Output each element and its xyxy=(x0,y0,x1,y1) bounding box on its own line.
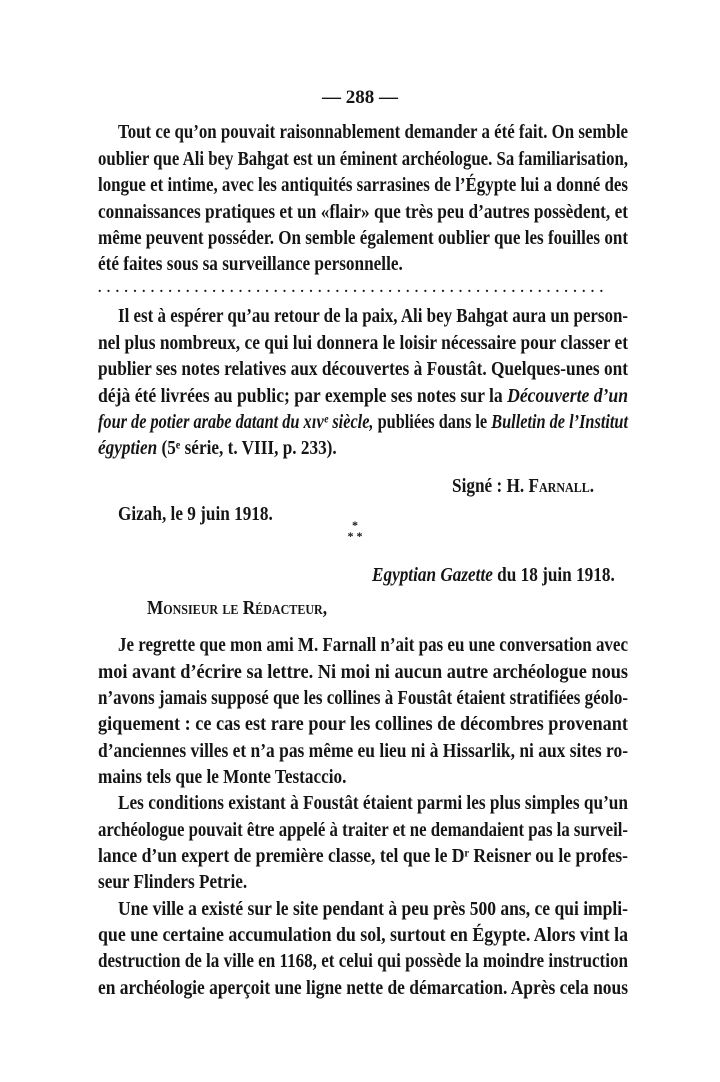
page-number: — 288 — xyxy=(322,87,398,108)
text-line xyxy=(98,950,628,972)
text-line xyxy=(98,687,628,709)
text-segment: Une ville a existé sur le site pendant à peu près 500 ans, ce qui impli- xyxy=(118,898,628,920)
text-line xyxy=(98,437,337,459)
text-line xyxy=(98,871,247,893)
text-segment: que une certaine accumulation du sol, surtout en Égypte. Alors vint la xyxy=(98,924,628,946)
text-line xyxy=(118,634,628,656)
italic-text: four de potier arabe datant du xɪvᵉ siècle, xyxy=(98,411,374,433)
text-line xyxy=(118,792,628,814)
text-segment: d’anciennes villes et n’a pas même eu lieu ni à Hissarlik, ni aux sites ro- xyxy=(98,740,628,762)
text-line xyxy=(118,121,628,143)
text-segment: lance d’un expert de première classe, tel que le Dʳ Reisner ou le profes- xyxy=(98,845,628,867)
text-line xyxy=(98,977,628,999)
text-segment: mains tels que le Monte Testaccio. xyxy=(98,766,347,788)
text-segment: n’avons jamais supposé que les collines à Foustât étaient stratifiées géolo- xyxy=(98,687,628,709)
text-segment: publiées dans le xyxy=(373,411,492,433)
text-segment: moi avant d’écrire sa lettre. Ni moi ni aucun autre archéologue nous xyxy=(98,661,628,683)
text-line xyxy=(118,503,273,525)
italic-text: égyptien xyxy=(98,437,158,459)
text-line xyxy=(452,475,594,497)
italic-text: Egyptian Gazette xyxy=(372,564,493,586)
text-segment: nel plus nombreux, ce qui lui donnera le loisir nécessaire pour classer et xyxy=(98,332,628,354)
asterism-ornament xyxy=(344,520,366,542)
separator-dots: .......................................................... xyxy=(98,281,609,296)
text-line xyxy=(98,385,628,407)
text-line xyxy=(98,332,628,354)
text-segment: Il est à espérer qu’au retour de la paix, Ali bey Bahgat aura un person- xyxy=(118,305,628,327)
text-line xyxy=(118,305,628,327)
text-line xyxy=(98,819,628,841)
text-segment: même peuvent posséder. On semble également oublier que les fouilles ont xyxy=(98,227,628,249)
text-line xyxy=(98,661,628,683)
text-segment: archéologue pouvait être appelé à traiter et ne demandaient pas la surveil- xyxy=(98,819,628,841)
text-segment: déjà été livrées au public; par exemple ses notes sur la xyxy=(98,385,508,407)
text-segment: été faites sous sa surveillance personnelle. xyxy=(98,253,403,275)
text-segment: Farnall. xyxy=(528,475,595,497)
text-line xyxy=(118,898,628,920)
asterism-top: * xyxy=(352,518,358,532)
text-segment: Les conditions existant à Foustât étaient parmi les plus simples qu’un xyxy=(118,792,628,814)
text-segment: en archéologie aperçoit une ligne nette de démarcation. Après cela nous xyxy=(98,977,628,999)
text-segment: giquement : ce cas est rare pour les collines de décombres provenant xyxy=(98,713,628,735)
text-segment: Signé : H. xyxy=(452,475,529,497)
text-line xyxy=(147,597,327,619)
text-segment: seur Flinders Petrie. xyxy=(98,871,248,893)
text-segment: Gizah, le 9 juin 1918. xyxy=(118,503,273,525)
text-line xyxy=(98,740,628,762)
text-line xyxy=(98,174,628,196)
text-line xyxy=(98,148,628,170)
text-segment: oublier que Ali bey Bahgat est un éminent archéologue. Sa familiarisation, xyxy=(98,148,628,170)
text-line xyxy=(98,411,628,433)
text-segment: Tout ce qu’on pouvait raisonnablement demander a été fait. On semble xyxy=(118,121,628,143)
text-line xyxy=(372,564,615,586)
text-line xyxy=(98,924,628,946)
text-line xyxy=(98,358,628,380)
text-segment: destruction de la ville en 1168, et celui qui possède la moindre instruction xyxy=(98,950,628,972)
text-line xyxy=(98,845,628,867)
text-line xyxy=(98,253,403,275)
text-segment: Monsieur le Rédacteur, xyxy=(147,597,328,619)
text-segment: Je regrette que mon ami M. Farnall n’ait pas eu une conversation avec xyxy=(118,634,628,656)
italic-text: Découverte d’un xyxy=(507,385,628,407)
text-segment: longue et intime, avec les antiquités sarrasines de l’Égypte lui a donné des xyxy=(98,174,628,196)
text-line xyxy=(98,201,628,223)
text-segment: (5ᵉ série, t. VIII, p. 233). xyxy=(157,437,337,459)
italic-text: Bulletin de l’Institut xyxy=(491,411,628,433)
text-segment: publier ses notes relatives aux découvertes à Foustât. Quelques-unes ont xyxy=(98,358,628,380)
asterism-bottom: * * xyxy=(347,529,363,543)
text-segment: du 18 juin 1918. xyxy=(492,564,615,586)
text-line xyxy=(98,713,628,735)
text-line xyxy=(98,766,346,788)
text-segment: connaissances pratiques et un «flair» que très peu d’autres possèdent, et xyxy=(98,201,628,223)
text-line xyxy=(98,227,628,249)
